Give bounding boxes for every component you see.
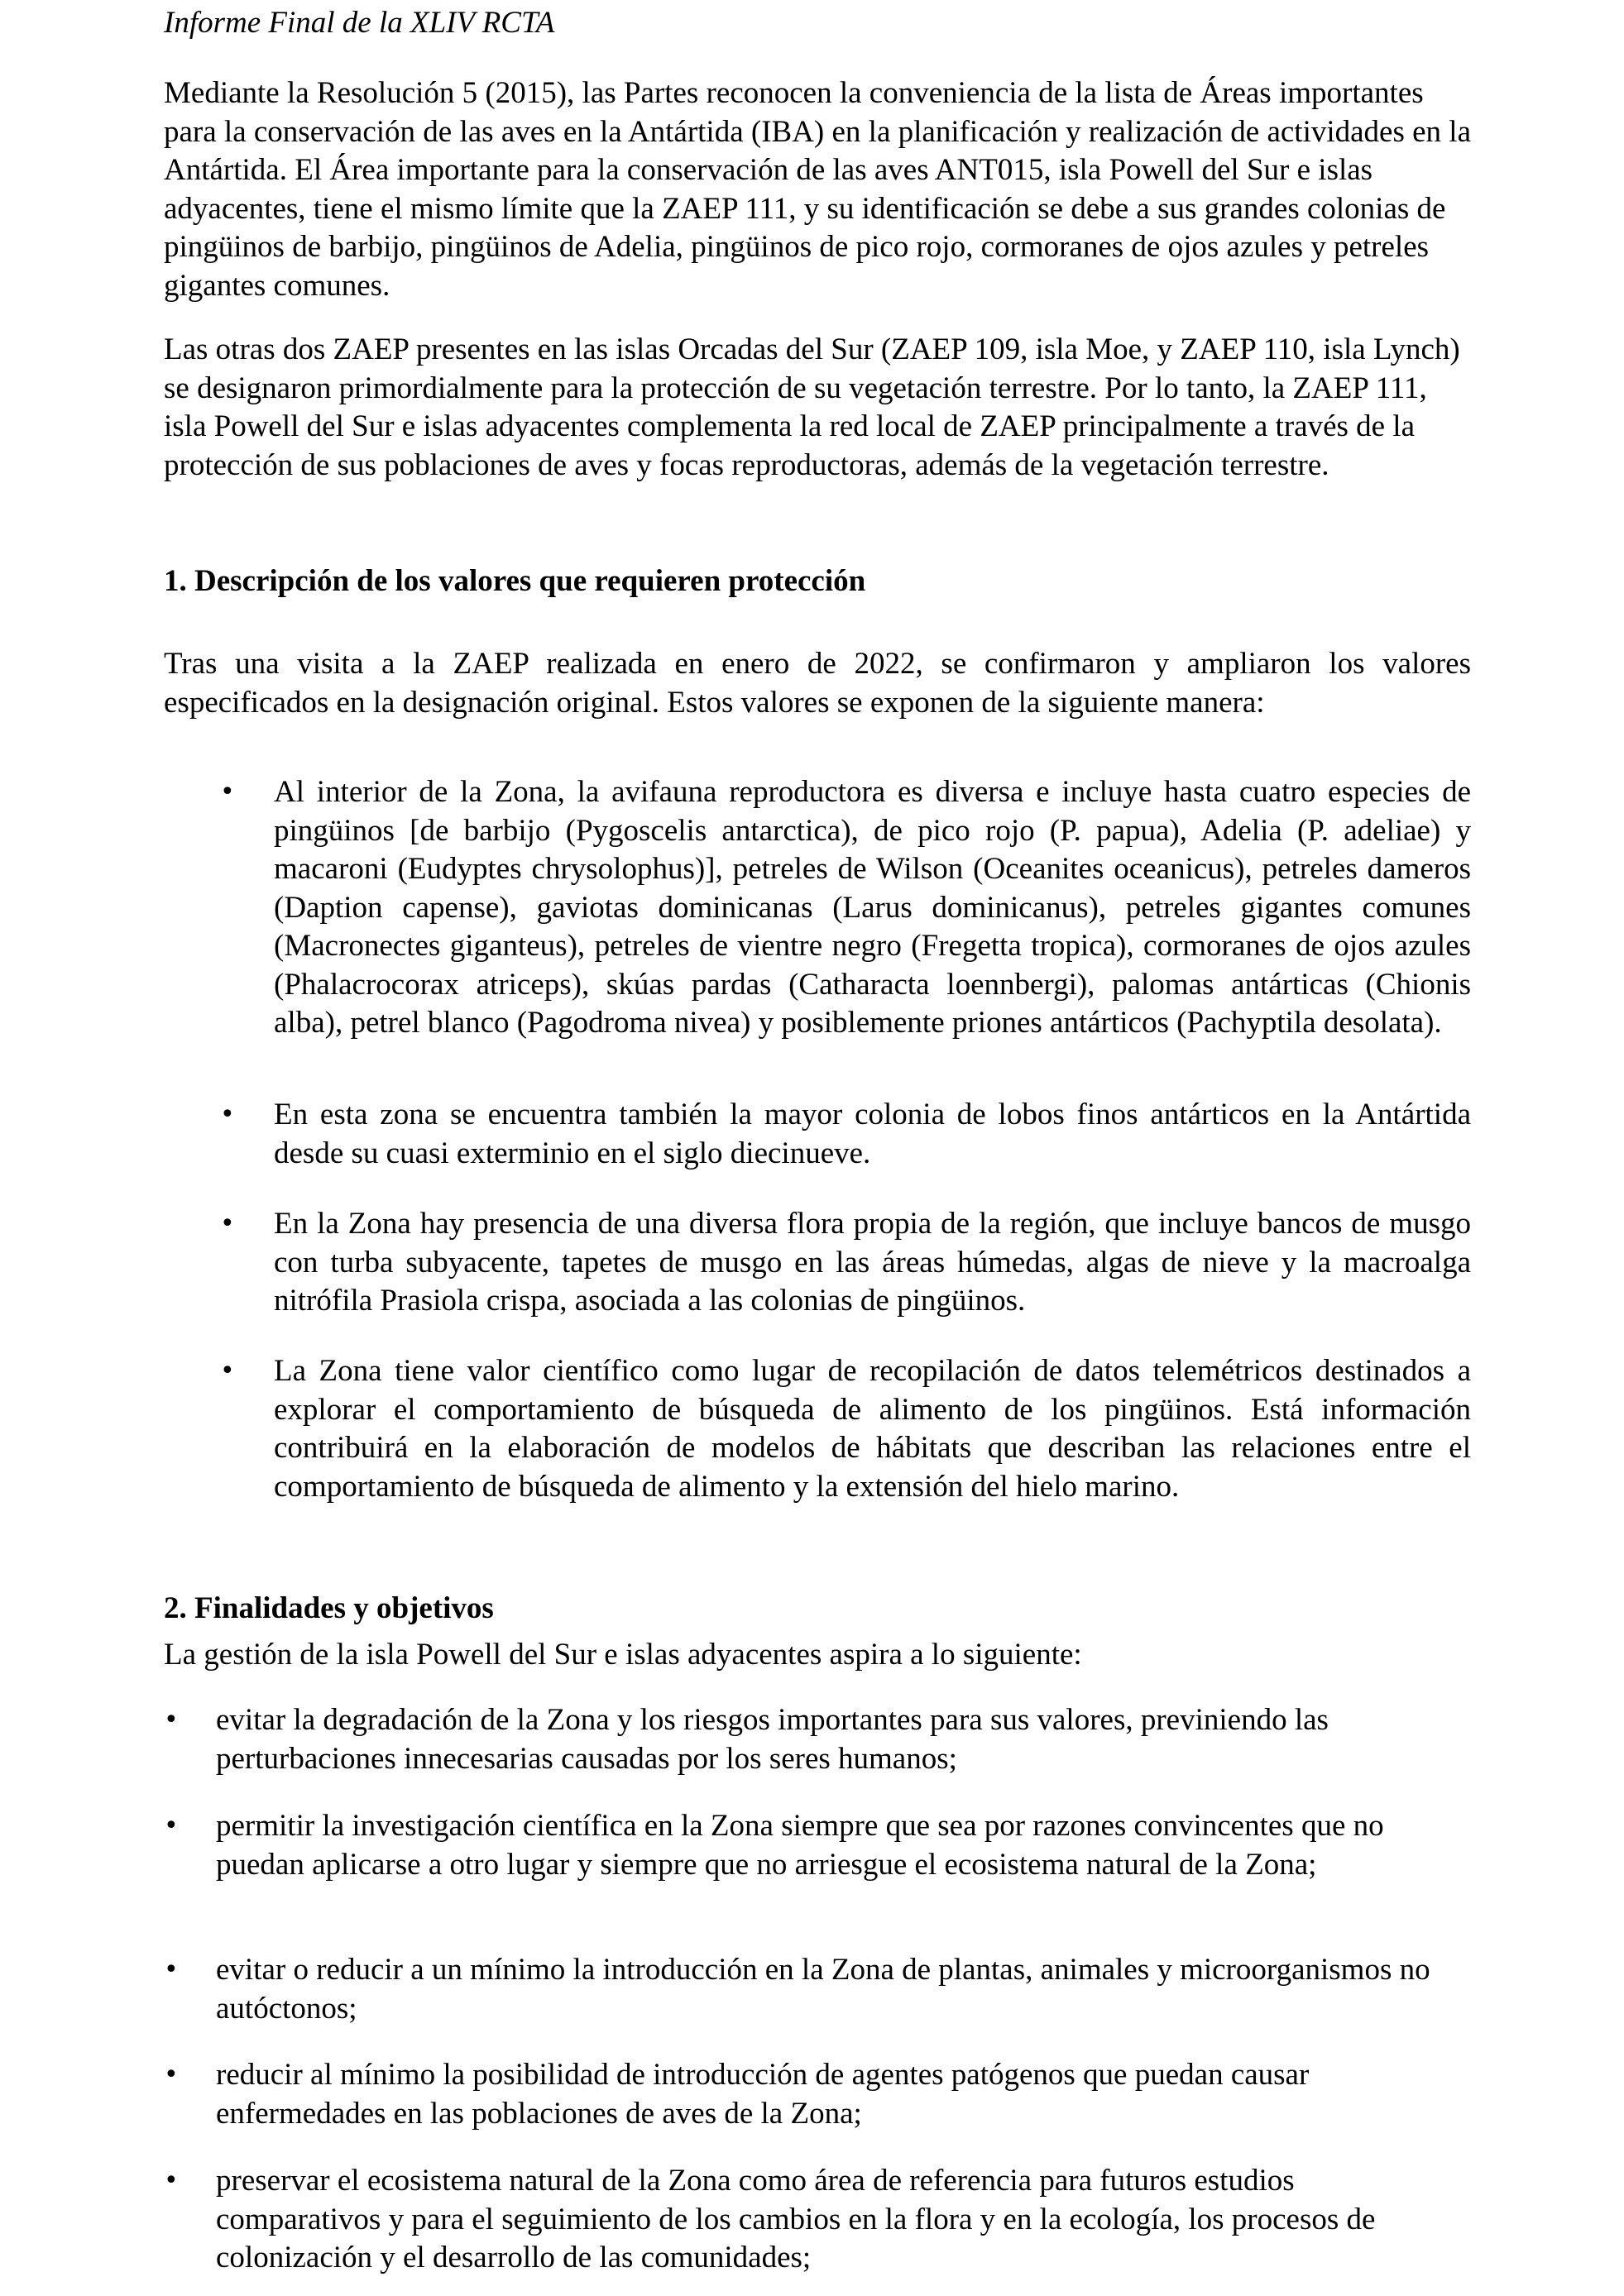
list-item-text: En esta zona se encuentra también la mayor colonia de lobos finos antárticos en la Antártida desde su cuasi exterminio en el siglo diecinueve. (274, 1098, 1471, 1170)
list-item-text: preservar el ecosistema natural de la Zona como área de referencia para futuros estudios comparativos y para el seguimiento de los cambios en la flora y en la ecología, los procesos de colonización y el desarrollo de las comunidades; (216, 2164, 1376, 2274)
intro-paragraph-1: Mediante la Resolución 5 (2015), las Partes reconocen la conveniencia de la lista de Áreas importantes para la conservación de las aves en la Antártida (IBA) en la planificación y realización de actividades en la Antártida. El Área importante para la conservación de las aves ANT015, isla Powell del Sur e islas adyacentes, tiene el mismo límite que la ZAEP 111, y su identificación se debe a sus grandes colonias de pingüinos de barbijo, pingüinos de Adelia, pingüinos de pico rojo, cormoranes de ojos azules y petreles gigantes comunes. (164, 76, 1471, 303)
section-2-intro: La gestión de la isla Powell del Sur e islas adyacentes aspira a lo siguiente: (164, 1638, 1082, 1672)
bullet-icon: • (164, 1811, 179, 1840)
list-item-text: evitar la degradación de la Zona y los riesgos importantes para sus valores, previniendo las perturbaciones innecesarias causadas por los seres humanos; (216, 1703, 1329, 1776)
bullet-icon: • (164, 2166, 179, 2195)
section-2-heading: 2. Finalidades y objetivos (164, 1591, 494, 1625)
section-1-intro: Tras una visita a la ZAEP realizada en enero de 2022, se confirmaron y ampliaron los valores especificados en la designación original. Estos valores se exponen de la siguiente manera: (164, 647, 1471, 720)
section-1-heading: 1. Descripción de los valores que requieren protección (164, 564, 866, 598)
bullet-icon: • (220, 1356, 235, 1385)
intro-paragraph-2: Las otras dos ZAEP presentes en las islas Orcadas del Sur (ZAEP 109, isla Moe, y ZAEP 110, isla Lynch) se designaron primordialmente para la protección de su vegetación terrestre. Por lo tanto, la ZAEP 111, isla Powell del Sur e islas adyacentes complementa la red local de ZAEP principalmente a través de la protección de sus poblaciones de aves y focas reproductoras, además de la vegetación terrestre. (164, 332, 1460, 482)
bullet-icon: • (164, 1705, 179, 1734)
bullet-icon: • (164, 2060, 179, 2089)
list-item-text: reducir al mínimo la posibilidad de introducción de agentes patógenos que puedan causar enfermedades en las poblaciones de aves de la Zona; (216, 2058, 1310, 2131)
list-item-text: Al interior de la Zona, la avifauna reproductora es diversa e incluye hasta cuatro especies de pingüinos [de barbijo (Pygoscelis antarctica), de pico rojo (P. papua), Adelia (P. adeliae) y macaroni (Eudyptes chrysolophus)], petreles de Wilson (Oceanites oceanicus), petreles dameros (Daption capense), gaviotas dominicanas (Larus dominicanus), petreles gigantes comunes (Macronectes giganteus), petreles de vientre negro (Fregetta tropica), cormoranes de ojos azules (Phalacrocorax atriceps), skúas pardas (Catharacta loennbergi), palomas antárticas (Chionis alba), petrel blanco (Pagodroma nivea) y posiblemente priones antárticos (Pachyptila desolata). (274, 775, 1471, 1040)
list-item-text: evitar o reducir a un mínimo la introducción en la Zona de plantas, animales y microorganismos no autóctonos; (216, 1953, 1430, 2026)
list-item-text: La Zona tiene valor científico como lugar de recopilación de datos telemétricos destinados a explorar el comportamiento de búsqueda de alimento de los pingüinos. Está información contribuirá en la elaboración de modelos de hábitats que describan las relaciones entre el comportamiento de búsqueda de alimento y la extensión del hielo marino. (274, 1354, 1471, 1504)
list-item-text: permitir la investigación científica en la Zona siempre que sea por razones convincentes que no puedan aplicarse a otro lugar y siempre que no arriesgue el ecosistema natural de la Zona; (216, 1809, 1384, 1882)
bullet-icon: • (220, 777, 235, 806)
list-item-text: En la Zona hay presencia de una diversa flora propia de la región, que incluye bancos de musgo con turba subyacente, tapetes de musgo en las áreas húmedas, algas de nieve y la macroalga nitrófila Prasiola crispa, asociada a las colonias de pingüinos. (274, 1207, 1471, 1318)
page-header: Informe Final de la XLIV RCTA (164, 6, 555, 40)
bullet-icon: • (220, 1209, 235, 1238)
bullet-icon: • (164, 1955, 179, 1984)
bullet-icon: • (220, 1100, 235, 1129)
